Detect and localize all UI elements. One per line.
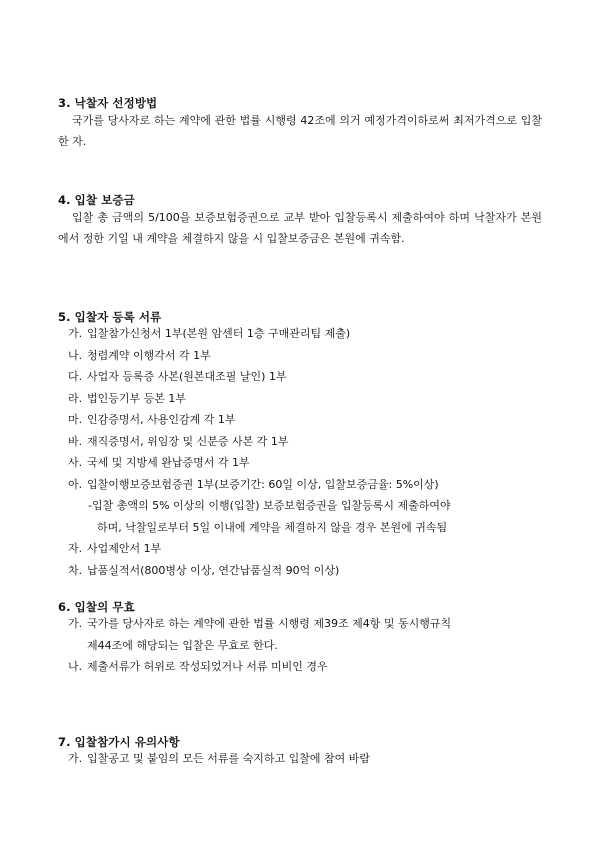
sub-note-line-2: 하며, 낙찰일로부터 5일 이내에 계약을 체결하지 않을 경우 본원에 귀속됨 (97, 520, 448, 534)
list-item: 차. 납품실적서(800병상 이상, 연간납품실적 90억 이상) (68, 563, 340, 577)
section-3-title: 3. 낙찰자 선정방법 (58, 96, 158, 110)
list-item: 자. 사업제안서 1부 (68, 542, 162, 555)
section-7-list (68, 748, 370, 770)
list-item: 나. 제출서류가 허위로 작성되었거나 서류 미비인 경우 (68, 660, 328, 673)
list-item: 아. 입찰이행보증보험증권 1부(보증기간: 60일 이상, 입찰보증금율: 5%이상) (68, 477, 439, 491)
section-5-list (68, 323, 451, 581)
section-6-list (68, 613, 451, 678)
list-item: 바. 재직증명서, 위임장 및 신분증 사본 각 1부 (68, 434, 289, 448)
sub-note-line-1: -입찰 총액의 5% 이상의 이행(입찰) 보증보험증권을 입찰등록시 제출하여야 (88, 499, 451, 512)
list-item: 마. 인감증명서, 사용인감계 각 1부 (68, 413, 236, 426)
list-item: 사. 국세 및 지방세 완납증명서 각 1부 (68, 456, 250, 469)
section-4-title: 4. 입찰 보증금 (58, 193, 135, 207)
list-item: 가. 입찰참가신청서 1부(본원 암센터 1층 구매관리팀 제출) (68, 327, 351, 340)
list-item: 가. 국가를 당사자로 하는 계약에 관한 법률 시행령 제39조 제4항 및 동시행규칙 (68, 617, 452, 630)
section-3-paragraph: 국가를 당사자로 하는 계약에 관한 법률 시행령 42조에 의거 예정가격이하로써 최저가격으로 입찰한 자. (58, 114, 542, 148)
list-item: 다. 사업자 등록증 사본(원본대조필 날인) 1부 (68, 370, 287, 383)
list-item-continuation: 제44조에 해당되는 입찰은 무효로 한다. (87, 638, 278, 652)
list-item: 가. 입찰공고 및 붙임의 모든 서류를 숙지하고 입찰에 참여 바람 (68, 752, 370, 765)
section-5-title: 5. 입찰자 등록 서류 (58, 310, 162, 324)
section-7-title: 7. 입찰참가시 유의사항 (58, 735, 180, 749)
section-6-title: 6. 입찰의 무효 (58, 600, 135, 614)
section-4-paragraph: 입찰 총 금액의 5/100을 보증보험증권으로 교부 받아 입찰등록시 제출하여야 하며 낙찰자가 본원에서 정한 기일 내 계약을 체결하지 않을 시 입찰보증금은 본원에 귀속함. (58, 211, 542, 245)
list-item: 라. 법인등기부 등본 1부 (68, 391, 186, 405)
list-item: 나. 청렴계약 이행각서 각 1부 (68, 348, 211, 362)
